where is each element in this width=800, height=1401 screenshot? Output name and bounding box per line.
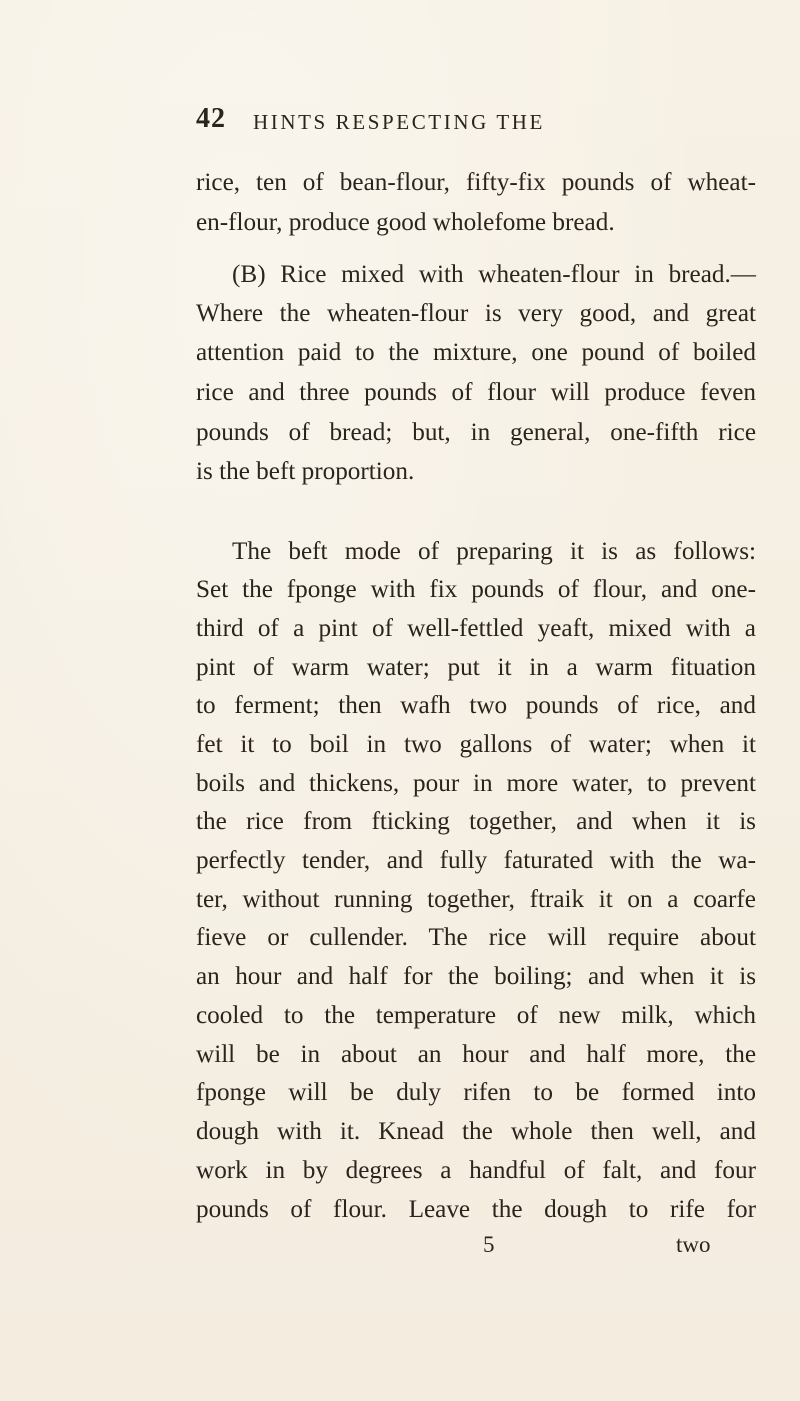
text-line: boils and thickens, pour in more water, to prevent bbox=[196, 770, 756, 797]
text-line: will be in about an hour and half more, the bbox=[196, 1041, 756, 1068]
text-line: work in by degrees a handful of falt, and four bbox=[196, 1157, 756, 1184]
text-line: an hour and half for the boiling; and when it is bbox=[196, 963, 756, 990]
text-line: pint of warm water; put it in a warm fituation bbox=[196, 654, 756, 681]
text-line: en-flour, produce good wholefome bread. bbox=[196, 209, 615, 236]
text-line: Where the wheaten-flour is very good, and great bbox=[196, 300, 756, 327]
text-line: fponge will be duly rifen to be formed into bbox=[196, 1079, 756, 1106]
text-line: third of a pint of well-fettled yeaft, mixed with a bbox=[196, 615, 756, 642]
text-line: is the beft proportion. bbox=[196, 458, 415, 485]
page-number: 42 bbox=[196, 103, 226, 134]
text-line: fieve or cullender. The rice will require about bbox=[196, 924, 756, 951]
text-line: rice, ten of bean-flour, fifty-fix pounds of wheat- bbox=[196, 169, 756, 196]
text-line: pounds of flour. Leave the dough to rife for bbox=[196, 1196, 756, 1223]
text-line: the rice from fticking together, and when it is bbox=[196, 808, 756, 835]
text-line: perfectly tender, and fully faturated with the wa- bbox=[196, 847, 756, 874]
text-line: ter, without running together, ftraik it on a coarfe bbox=[196, 886, 756, 913]
text-line: cooled to the temperature of new milk, which bbox=[196, 1002, 756, 1029]
text-line: pounds of bread; but, in general, one-fifth rice bbox=[196, 419, 756, 446]
signature-mark: 5 bbox=[483, 1232, 495, 1257]
text-line: Set the fponge with fix pounds of flour, and one- bbox=[196, 576, 756, 603]
text-line: rice and three pounds of flour will produce feven bbox=[196, 379, 756, 406]
text-line: attention paid to the mixture, one pound of boiled bbox=[196, 339, 756, 366]
text-line: fet it to boil in two gallons of water; when it bbox=[196, 731, 756, 758]
running-title: HINTS RESPECTING THE bbox=[253, 110, 545, 134]
text-line: (B) Rice mixed with wheaten-flour in bread.— bbox=[232, 261, 756, 288]
text-line: The beft mode of preparing it is as follows: bbox=[232, 538, 756, 565]
catchword: two bbox=[676, 1232, 711, 1257]
text-line: to ferment; then wafh two pounds of rice, and bbox=[196, 692, 756, 719]
text-line: dough with it. Knead the whole then well, and bbox=[196, 1118, 756, 1145]
